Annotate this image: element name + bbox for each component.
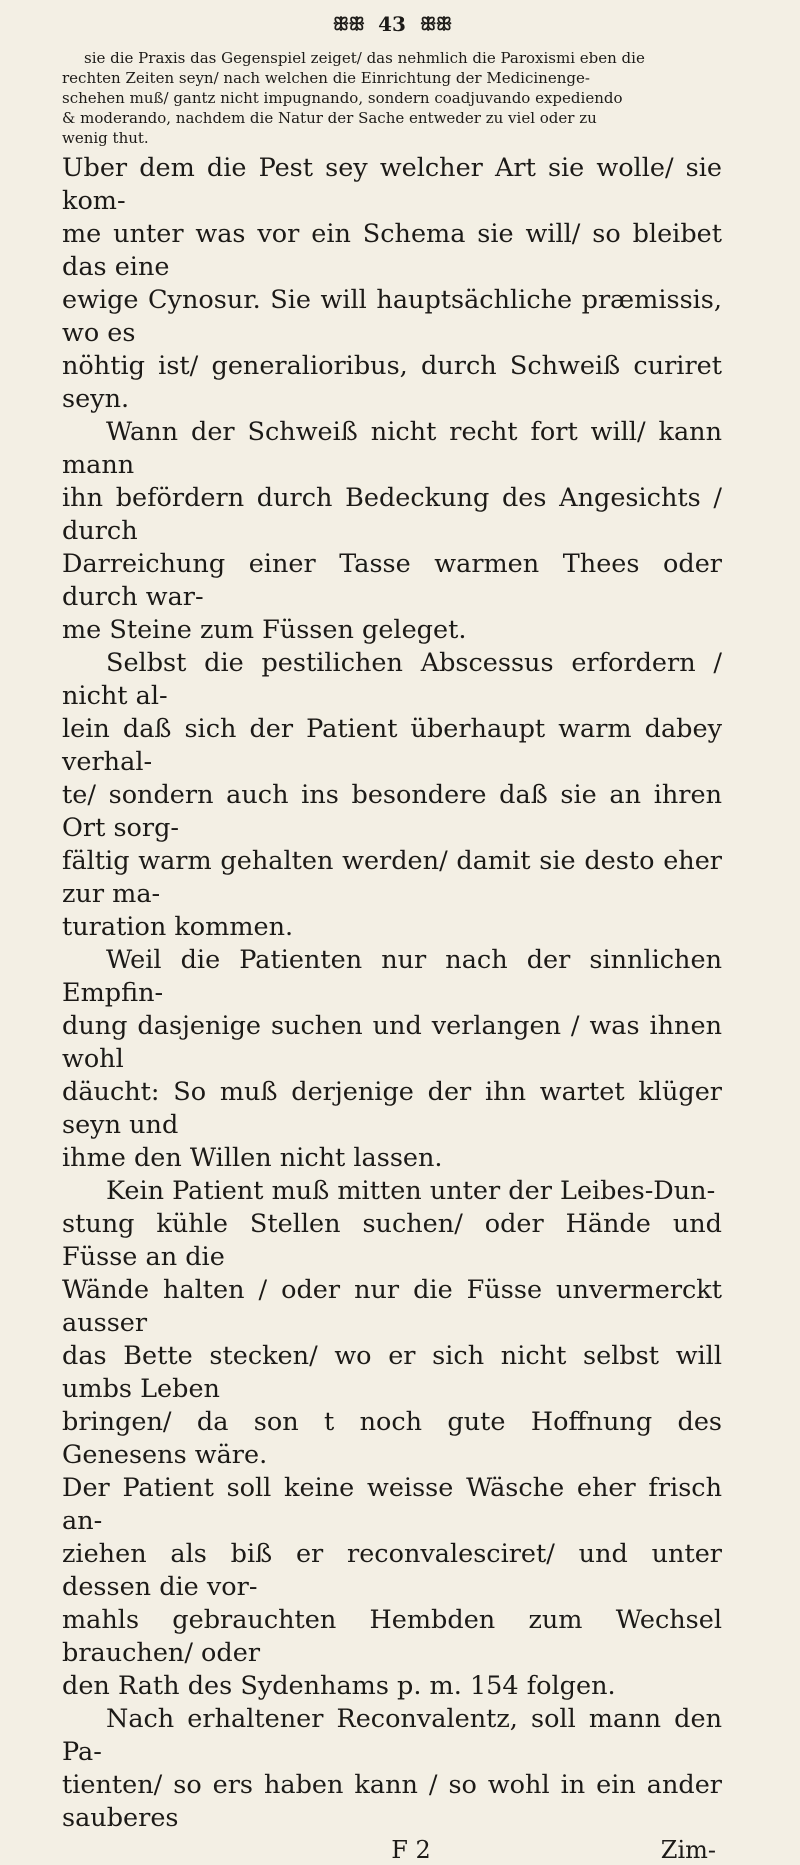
text-line: Kein Patient muß mitten unter der Leibes-Dun-: [106, 1176, 716, 1206]
text-line: den Rath des Sydenhams p. m. 154 folgen.: [62, 1671, 616, 1701]
text-line: Wände halten / oder nur die Füsse unvermerckt ausser: [62, 1275, 722, 1338]
text-line: Der Patient soll keine weisse Wäsche eher frisch an-: [62, 1473, 722, 1536]
catchword: Zim-: [660, 1836, 716, 1864]
text-line: dung dasjenige suchen und verlangen / was ihnen wohl: [62, 1011, 722, 1074]
text-line: stung kühle Stellen suchen/ oder Hände und Füsse an die: [62, 1209, 722, 1272]
signature-mark: F 2: [391, 1836, 431, 1864]
page-footer: [62, 1835, 722, 1865]
page-header: [62, 0, 722, 48]
intro-paragraph: [62, 48, 722, 148]
intro-line: rechten Zeiten seyn/ nach welchen die Einrichtung der Medicinenge-: [62, 69, 590, 87]
text-line: Darreichung einer Tasse warmen Thees oder durch war-: [62, 549, 722, 612]
text-line: tienten/ so ers haben kann / so wohl in ein ander sauberes: [62, 1770, 722, 1833]
text-line: me unter was vor ein Schema sie will/ so bleibet das eine: [62, 219, 722, 282]
text-line: turation kommen.: [62, 912, 294, 942]
text-line: Uber dem die Pest sey welcher Art sie wolle/ sie kom-: [62, 153, 722, 216]
text-line: mahls gebrauchten Hembden zum Wechsel brauchen/ oder: [62, 1605, 722, 1668]
text-line: ihme den Willen nicht lassen.: [62, 1143, 443, 1173]
intro-line: wenig thut.: [62, 129, 149, 147]
intro-line: schehen muß/ gantz nicht impugnando, sondern coadjuvando expediendo: [62, 89, 623, 107]
ornament-left-icon: ꕥꕥ: [332, 13, 365, 35]
intro-line: & moderando, nachdem die Natur der Sache entweder zu viel oder zu: [62, 109, 597, 127]
text-line: ihn befördern durch Bedeckung des Angesichts / durch: [62, 483, 722, 546]
text-line: däucht: So muß derjenige der ihn wartet klüger seyn und: [62, 1077, 722, 1140]
intro-line: sie die Praxis das Gegenspiel zeiget/ das nehmlich die Paroxismi eben die: [84, 49, 645, 67]
text-line: fältig warm gehalten werden/ damit sie desto eher zur ma-: [62, 846, 722, 909]
text-line: ewige Cynosur. Sie will hauptsächliche præmissis, wo es: [62, 285, 722, 348]
text-line: das Bette stecken/ wo er sich nicht selbst will umbs Leben: [62, 1341, 722, 1404]
text-line: te/ sondern auch ins besondere daß sie an ihren Ort sorg-: [62, 780, 722, 843]
text-line: ziehen als biß er reconvalesciret/ und unter dessen die vor-: [62, 1539, 722, 1602]
text-line: Wann der Schweiß nicht recht fort will/ kann mann: [62, 417, 722, 480]
text-line: Weil die Patienten nur nach der sinnlichen Empfin-: [62, 945, 722, 1008]
ornament-right-icon: ꕥꕥ: [419, 13, 452, 35]
text-line: me Steine zum Füssen geleget.: [62, 615, 467, 645]
page-number: 43: [378, 12, 406, 36]
text-line: bringen/ da son t noch gute Hoffnung des Genesens wäre.: [62, 1407, 722, 1470]
text-line: lein daß sich der Patient überhaupt warm dabey verhal-: [62, 714, 722, 777]
main-text: [62, 152, 722, 1835]
text-line: nöhtig ist/ generalioribus, durch Schweiß curiret seyn.: [62, 351, 722, 414]
text-line: Nach erhaltener Reconvalentz, soll mann den Pa-: [62, 1704, 722, 1767]
text-line: Selbst die pestilichen Abscessus erfordern / nicht al-: [62, 648, 722, 711]
